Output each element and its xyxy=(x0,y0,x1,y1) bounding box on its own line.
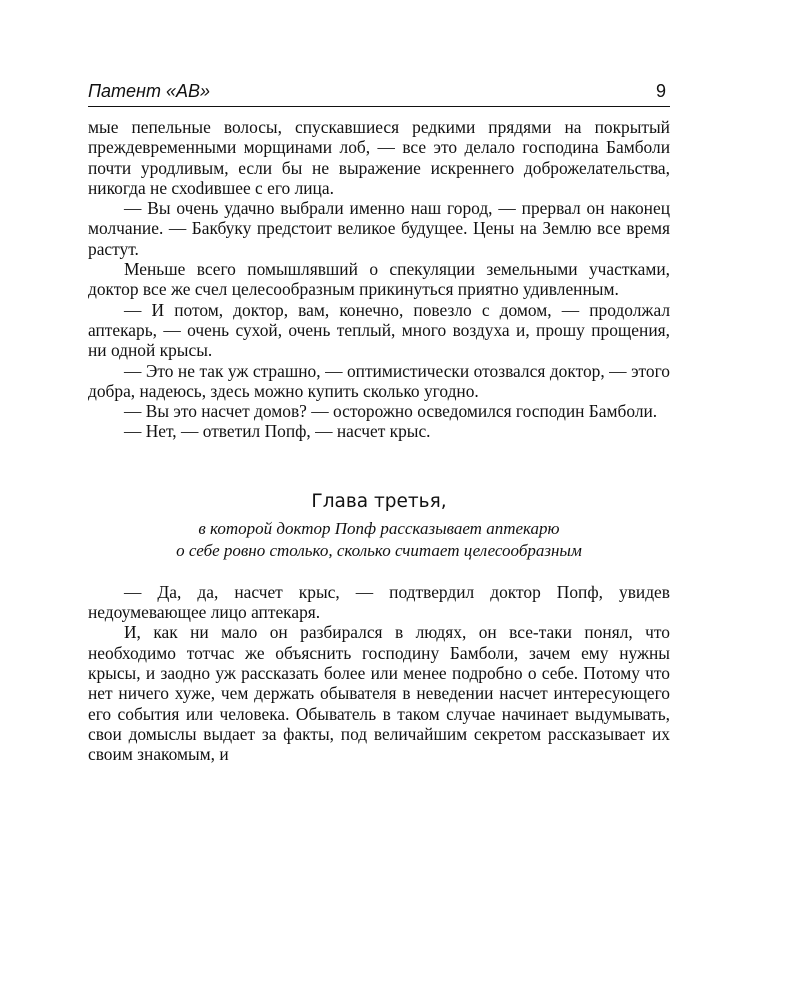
paragraph: И, как ни мало он разбирался в людях, он все-таки понял, что необходимо тотчас же объяснить господину Бамболи, зачем ему нужны крысы, и заодно уж рассказать более или менее подробно о себе. Потому что нет ничего хуже, чем держать обывателя в неведении насчет интересующего его события или человека. Обыватель в таком случае начинает выдумывать, свои домыслы выдает за факты, под величайшим секретом рассказывает их своим знакомым, и xyxy=(88,622,670,765)
paragraph: Меньше всего помышлявший о спекуляции земельными участками, доктор все же счел целесообразным прикинуться приятно удивленным. xyxy=(88,259,670,300)
paragraph: — Нет, — ответил Попф, — насчет крыс. xyxy=(124,421,431,442)
chapter-heading xyxy=(88,490,670,562)
paragraph: — Вы это насчет домов? — осторожно осведомился господин Бамболи. xyxy=(124,401,658,422)
paragraph: — Это не так уж страшно, — оптимистически отозвался доктор, — этого добра, надеюсь, здесь можно купить сколько угодно. xyxy=(88,360,670,401)
chapter-title: Глава третья, xyxy=(311,490,447,512)
chapter-subtitle-line: в которой доктор Попф рассказывает аптекарю xyxy=(198,518,560,538)
main-text xyxy=(88,117,670,764)
book-title: Патент «АВ» xyxy=(88,81,210,101)
book-page xyxy=(88,78,670,764)
paragraph: — Да, да, насчет крыс, — подтвердил доктор Попф, увидев недоумевающее лицо аптекаря. xyxy=(88,581,670,623)
paragraph: — Вы очень удачно выбрали именно наш город, — прервал он наконец молчание. — Бакбуку предстоит великое будущее. Цены на Землю все время растут. xyxy=(88,198,670,259)
paragraph: мые пепельные волосы, спускавшиеся редкими прядями на покрытый преждевременными морщинами лоб, — все это делало господина Бамболи почти уродливым, если бы не выражение искреннего доброжелательства, никогда не схоdившее с его лица. xyxy=(88,117,670,198)
paragraph: — И потом, доктор, вам, конечно, повезло с домом, — продолжал аптекарь, — очень сухой, очень теплый, много воздуха и, прошу прощения, ни одной крысы. xyxy=(88,299,670,361)
running-header xyxy=(88,78,670,107)
chapter-subtitle-line: о себе ровно столько, сколько считает целесообразным xyxy=(176,540,582,560)
page-number: 9 xyxy=(655,81,666,101)
chapter-subtitle xyxy=(88,518,670,562)
chapter-text xyxy=(88,582,670,765)
